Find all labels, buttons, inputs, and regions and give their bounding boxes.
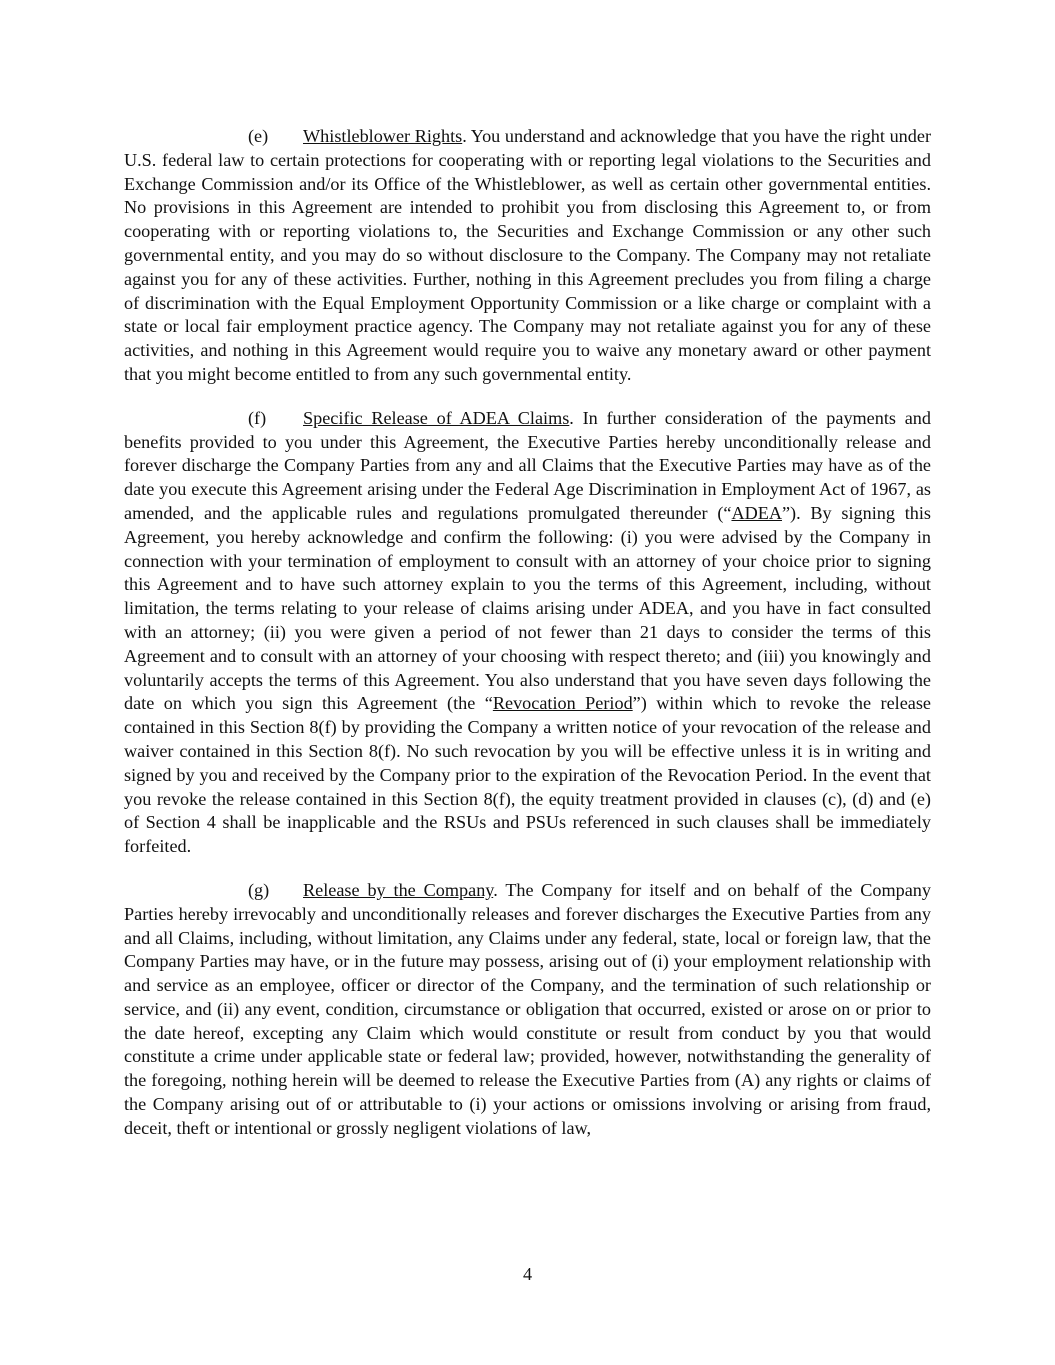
defined-term-adea: ADEA <box>731 502 782 523</box>
paragraph-heading: Whistleblower Rights <box>303 126 463 146</box>
paragraph-text: . You understand and acknowledge that you have the right under U.S. federal law to certain protections for cooperating with or reporting legal violations to the Securities and Exchange Commission and/or its Office of the Whistleblower, as well as certain other governmental entities. No provisions in this Agreement are intended to prohibit you from disclosing this Agreement to, or from cooperating with or reporting violations to, the Securities and Exchange Commission or any other such governmental entity, and you may do so without disclosure to the Company. The Company may not retaliate against you for any of these activities. Further, nothing in this Agreement precludes you from filing a charge of discrimination with the Equal Employment Opportunity Commission or a like charge or complaint with a state or local fair employment practice agency. The Company may not retaliate against you for any of these activities, and nothing in this Agreement would require you to waive any monetary award or other payment that you might become entitled to from any such governmental entity. <box>124 126 931 384</box>
paragraph-adea-release <box>124 407 931 859</box>
paragraph-whistleblower-rights <box>124 125 931 387</box>
page-number: 4 <box>522 1264 533 1284</box>
paragraph-text: ”). By signing this Agreement, you hereby acknowledge and confirm the following: (i) you were advised by the Company in connection with your termination of employment to consult with an attorney of your choice prior to signing this Agreement and to have such attorney explain to you the terms of this Agreement, including, without limitation, the terms relating to your release of claims arising under ADEA, and you have in fact consulted with an attorney; (ii) you were given a period of not fewer than 21 days to consider the terms of this Agreement and to consult with an attorney of your choosing with respect thereto; and (iii) you knowingly and voluntarily accepts the terms of this Agreement. You also understand that you have seven days following the date on which you sign this Agreement (the “ <box>124 502 931 714</box>
paragraph-text: . The Company for itself and on behalf of the Company Parties hereby irrevocably and unconditionally releases and forever discharges the Executive Parties from any and all Claims, including, without limitation, any Claims under any federal, state, local or foreign law, that the Company Parties may have, or in the future may possess, arising out of (i) your employment relationship with and service as an employee, officer or director of the Company, and the termination of such relationship or service, and (ii) any event, condition, circumstance or obligation that occurred, existed or arose on or prior to the date hereof, excepting any Claim which would constitute or result from conduct by you that would constitute a crime under applicable state or federal law; provided, however, notwithstanding the generality of the foregoing, nothing herein will be deemed to release the Executive Parties from (A) any rights or claims of the Company arising out of or attributable to (i) your actions or omissions involving or arising from fraud, deceit, theft or intentional or grossly negligent violations of law, <box>124 879 931 1138</box>
paragraph-heading: Release by the Company <box>303 879 494 900</box>
paragraph-heading: Specific Release of ADEA Claims <box>303 407 570 428</box>
paragraph-text: ”) within which to revoke the release contained in this Section 8(f) by providing the Company a written notice of your revocation of the release and waiver contained in this Section 8(f). No such revocation by you will be effective unless it is in writing and signed by you and received by the Company prior to the expiration of the Revocation Period. In the event that you revoke the release contained in this Section 8(f), the equity treatment provided in clauses (c), (d) and (e) of Section 4 shall be inapplicable and the RSUs and PSUs referenced in such clauses shall be immediately forfeited. <box>124 693 931 857</box>
paragraph-marker: (e) <box>248 126 269 146</box>
document-body <box>124 125 931 1161</box>
defined-term-revocation-period: Revocation Period <box>492 693 633 714</box>
paragraph-text: . In further consideration of the payments and benefits provided to you under this Agreement, the Executive Parties hereby unconditionally release and forever discharge the Company Parties from any and all Claims that the Executive Parties may have as of the date you execute this Agreement arising under the Federal Age Discrimination in Employment Act of 1967, as amended, and the applicable rules and regulations promulgated thereunder (“ <box>124 407 931 523</box>
paragraph-marker: (f) <box>248 407 267 428</box>
paragraph-release-by-company <box>124 879 931 1141</box>
paragraph-marker: (g) <box>248 879 270 900</box>
